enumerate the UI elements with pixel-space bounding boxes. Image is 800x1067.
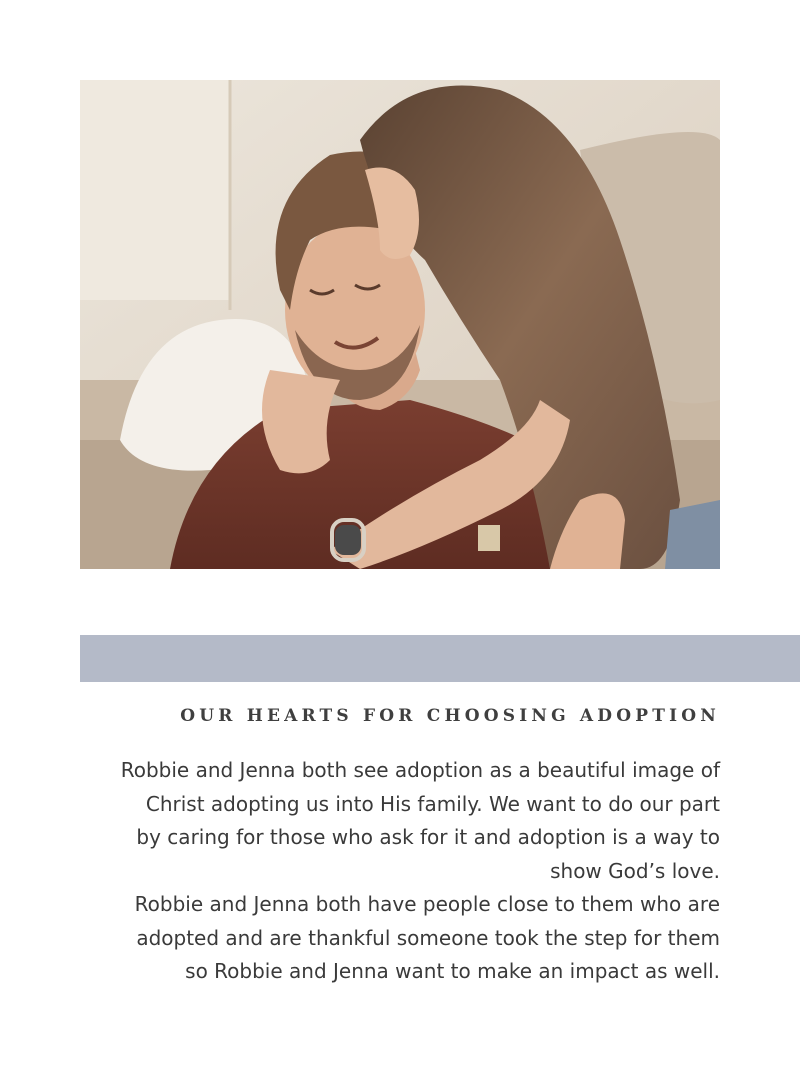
couple-photo <box>80 80 720 569</box>
body-paragraph-1: Robbie and Jenna both see adoption as a beautiful image of Christ adopting us into His family. We want to do our part by caring for those who ask for it and adoption is a way to show God’s love. <box>120 758 720 883</box>
couple-photo-illustration <box>80 80 720 569</box>
body-paragraph-2: Robbie and Jenna both have people close to them who are adopted and are thankful someone took the step for them so Robbie and Jenna want to make an impact as well. <box>134 892 720 983</box>
section-heading: OUR HEARTS FOR CHOOSING ADOPTION <box>180 706 720 726</box>
section-body <box>120 754 720 989</box>
accent-band <box>80 635 800 682</box>
